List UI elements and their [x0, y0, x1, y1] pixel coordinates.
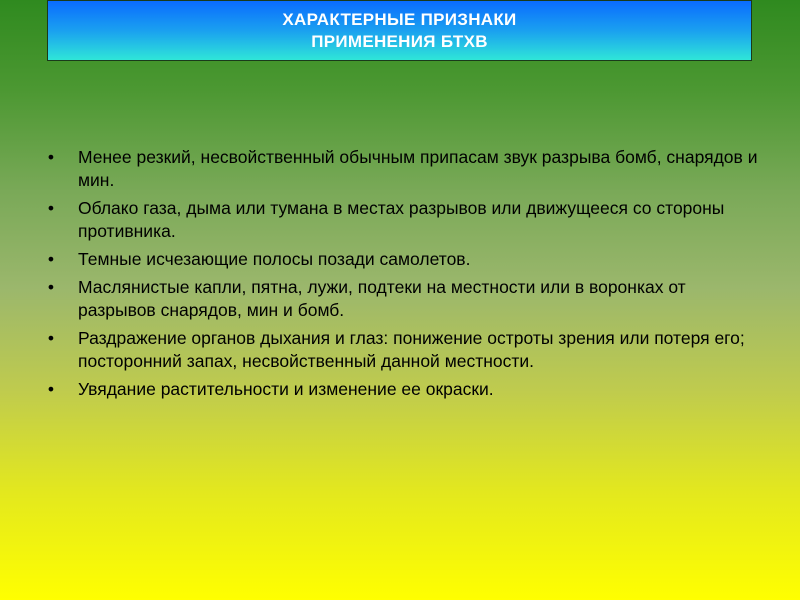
- list-item: [40, 327, 760, 373]
- list-item-text: Облако газа, дыма или тумана в местах разрывов или движущееся со стороны противника.: [78, 198, 725, 241]
- bullet-icon: •: [47, 379, 55, 399]
- list-item-text: Менее резкий, несвойственный обычным припасам звук разрыва бомб, снарядов и мин.: [78, 147, 758, 190]
- list-item-text: Темные исчезающие полосы позади самолетов.: [78, 249, 471, 269]
- bullet-icon: •: [47, 277, 55, 297]
- list-item-text: Маслянистые капли, пятна, лужи, подтеки на местности или в воронках от разрывов снарядов, мин и бомб.: [78, 277, 686, 320]
- title-banner: [47, 0, 752, 61]
- list-item: [40, 378, 760, 401]
- list-item: [40, 248, 760, 271]
- bullet-list: [40, 146, 760, 406]
- title-line-1: ХАРАКТЕРНЫЕ ПРИЗНАКИ: [282, 9, 517, 29]
- bullet-icon: •: [47, 249, 55, 269]
- title-line-2: ПРИМЕНЕНИЯ БТХВ: [311, 31, 488, 51]
- bullet-icon: •: [47, 147, 55, 167]
- list-item: [40, 146, 760, 192]
- list-item: [40, 276, 760, 322]
- bullet-icon: •: [47, 198, 55, 218]
- list-item-text: Увядание растительности и изменение ее окраски.: [78, 379, 494, 399]
- list-item-text: Раздражение органов дыхания и глаз: понижение остроты зрения или потеря его; посторонний запах, несвойственный данной местности.: [78, 328, 745, 371]
- bullet-icon: •: [47, 328, 55, 348]
- list-item: [40, 197, 760, 243]
